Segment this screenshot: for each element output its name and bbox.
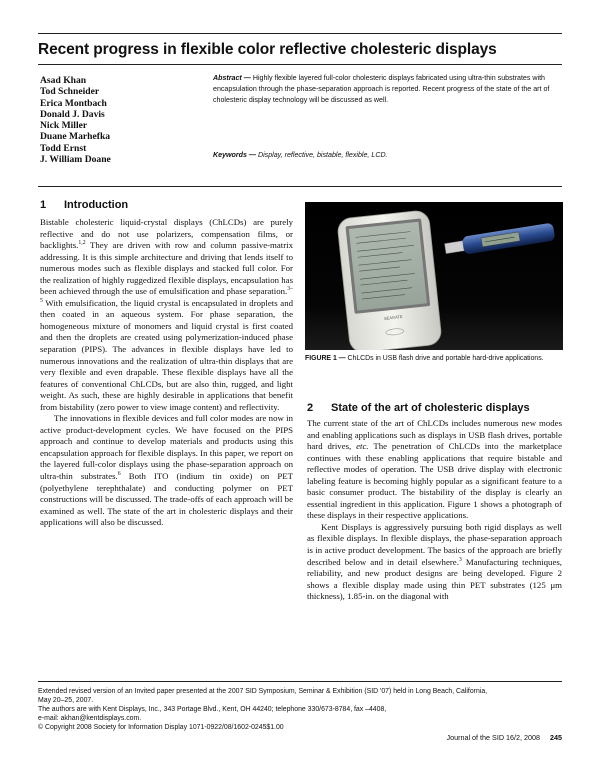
citation: 3 [458, 556, 462, 563]
chlcd-screen [349, 222, 427, 311]
author: Erica Montbach [40, 97, 107, 109]
author: Tod Schneider [40, 86, 100, 98]
figure-1-caption [305, 354, 563, 363]
citation: 6 [117, 471, 121, 478]
paper-title: Recent progress in flexible color reflective cholesteric displays [38, 41, 497, 58]
abstract-label: Abstract — [213, 74, 251, 82]
abstract [213, 73, 563, 105]
section-number: 1 [40, 199, 47, 211]
author: Todd Ernst [40, 142, 87, 154]
figure-caption-text: ChLCDs in USB flash drive and portable hard-drive applications. [347, 355, 544, 362]
portable-hard-drive [337, 210, 443, 350]
author: Nick Miller [40, 120, 88, 132]
state-of-the-art-body [307, 418, 562, 603]
paragraph: The current state of the art of ChLCDs includes numerous new modes and enabling applications such as displays in USB flash drives, portable hard drives, etc. The penetration of ChLCDs into the marketplace continues with these enabling applications that require bistable and reflective modes of operation. The USB drive display with electronic labeling feature is becoming highly popular as a significant feature to a basic consumer product. The bistability of the display is clearly an essential ingredient in this application. Figure 1 shows a photograph of these displays in their respective applications. [307, 418, 562, 521]
figure-1-photo [305, 202, 563, 350]
page-number: 245 [550, 733, 562, 742]
keywords-text: Display, reflective, bistable, flexible, LCD. [257, 151, 388, 159]
abstract-text: Highly flexible layered full-color cholesteric displays fabricated using ultra-thin substrates with encapsulation through the phase-separation approach is reported. Recent progress of the state of the art of cholesteric display technology will be discussed as well. [213, 74, 550, 104]
journal-citation: Journal of the SID 16/2, 2008 [446, 733, 540, 742]
footnote-rule [38, 681, 562, 682]
section-title: Introduction [64, 199, 129, 211]
title-rule [38, 64, 562, 65]
section-heading-state-of-the-art [307, 402, 530, 414]
citation: 3–5 [40, 286, 293, 304]
keywords [213, 151, 563, 159]
paragraph: Kent Displays is aggressively pursuing both rigid displays as well as flexible displays. In flexible displays, the phase-separation approach is in active product development. The basics of the approach are briefly described below and in detail elsewhere.$^3$ Manufacturing techniques, reliability, and new product designs are being developed. Figure 2 shows a flexible display made using thin PET substrates (125 μm thickness), 1.85-in. on the diagonal with [307, 521, 562, 602]
keywords-label: Keywords — [213, 151, 256, 159]
author: J. William Doane [40, 154, 111, 166]
author: Donald J. Davis [40, 108, 105, 120]
footnote-line: May 20–25, 2007. [38, 697, 94, 705]
section-number: 2 [307, 402, 314, 414]
paragraph: The innovations in flexible devices and full color modes are now in active product-development cycles. We have focused on the PIPS approach and continue to develop materials and products using this encapsulation approach for flexible displays. In this paper, we report on the layered full-color displays using the phase-separation approach on ultra-thin substrates.$^6$ Both ITO (indium tin oxide) on PET (polyethylene terephthalate) and conducting polymer on PET constructions will be discussed. The trade-offs of each approach will be examined as well. The state of the art in cholesteric displays and their applications will also be discussed. [40, 413, 293, 528]
top-rule [38, 33, 562, 34]
footnote-line: © Copyright 2008 Society for Information Display 1071-0922/08/1602-0245$1.00 [38, 724, 284, 732]
author: Duane Marhefka [40, 131, 111, 143]
footnotes [38, 687, 562, 732]
page-footer [420, 733, 562, 742]
footnote-line: e-mail: akhan@kentdisplays.com. [38, 715, 142, 723]
author: Asad Khan [40, 75, 87, 86]
device-brand-label: SEAGATE [383, 313, 403, 321]
paragraph: Bistable cholesteric liquid-crystal displays (ChLCDs) are purely reflective and do not use polarizers, compensation films, or backlights.$^{1,2}$ They are driven with row and column passive-matrix addressing. It is this simple architecture and driving that lends itself to numerous modes such as flexible displays and stacked full color. For the realization of highly ruggedized flexible displays, encapsulation has been achieved through the use of emulsification and phase separation.$^{3-5}$ With emulsification, the liquid crystal is encapsulated in droplets and then coated in an aqueous system. For phase separation, the homogeneous mixture of monomers and liquid crystal is first coated and then the droplets are created using polymerization-induced phase separation (PIPS). The advances in flexible displays have led to numerous innovations and the realization of ultra-thin displays that are very flexible and even drapable. These flexible displays have all the features of conventional ChLCDs, but are also thin, rugged, and light weight. As such, these are highly desirable in applications that benefit from bistability (zero power to view image content) and reflectivity. [40, 217, 293, 412]
section-heading-introduction [40, 199, 128, 211]
author-list [40, 75, 205, 165]
header-rule [38, 186, 562, 187]
figure-label: FIGURE 1 — [305, 355, 346, 362]
introduction-body [40, 217, 293, 529]
footnote-line: The authors are with Kent Displays, Inc., 343 Portage Blvd., Kent, OH 44240; telephone 330/673-8784, fax –4408, [38, 706, 387, 714]
citation: 1,2 [78, 240, 86, 247]
footnote-line: Extended revised version of an Invited paper presented at the 2007 SID Symposium, Seminar & Exhibition (SID '07) held in Long Beach, California, [38, 688, 488, 695]
section-title: State of the art of cholesteric displays [331, 402, 530, 414]
